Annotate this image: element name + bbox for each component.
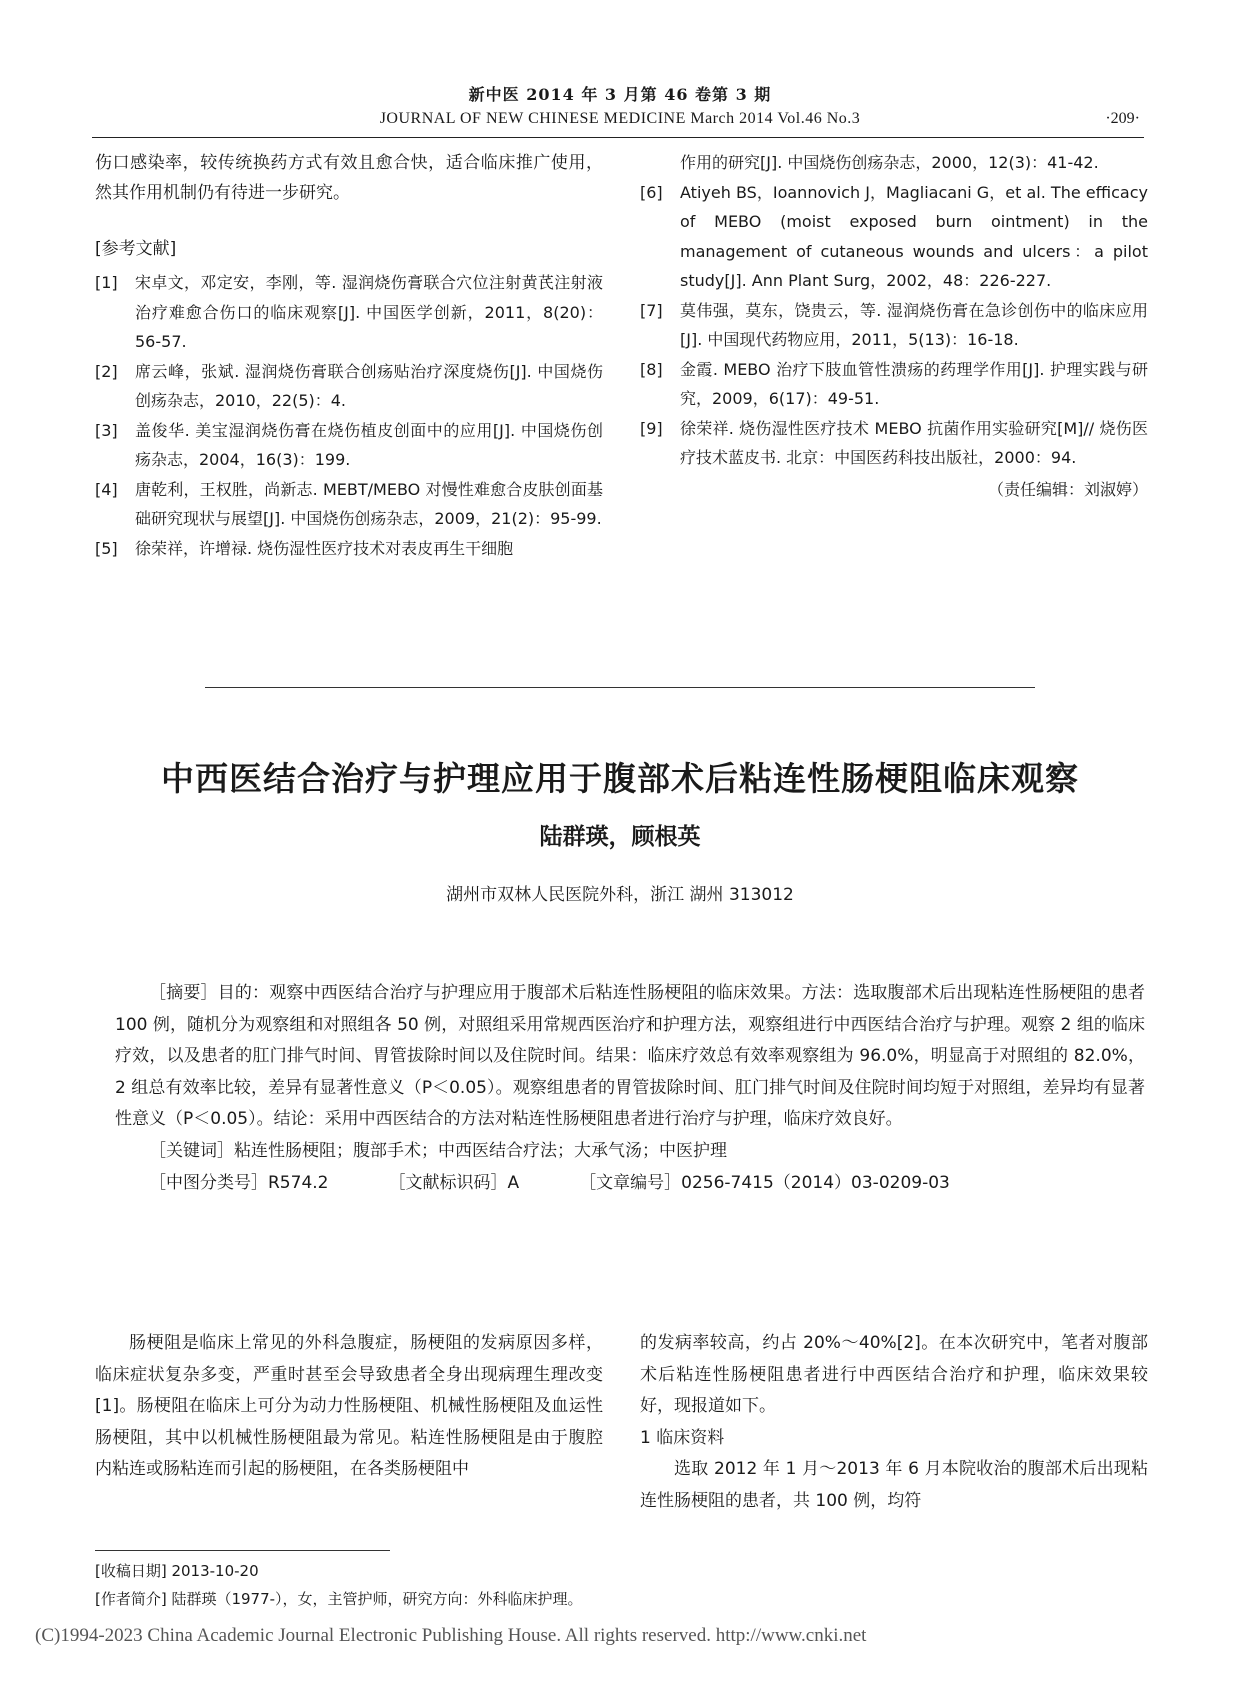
- reference-item: [640, 414, 1148, 473]
- reference-text: 席云峰，张斌. 湿润烧伤膏联合创疡贴治疗深度烧伤[J]. 中国烧伤创疡杂志，2010，22(5)：4.: [135, 361, 603, 410]
- reference-item: [95, 357, 603, 416]
- footnote-rule: [95, 1550, 390, 1551]
- author-bio: [作者简介] 陆群瑛（1977-），女，主管护师，研究方向：外科临床护理。: [95, 1590, 583, 1608]
- article-affiliation: 湖州市双林人民医院外科，浙江 湖州 313012: [446, 885, 794, 905]
- reference-item: [95, 268, 603, 357]
- reference-item: [640, 296, 1148, 355]
- copyright-footer: (C)1994-2023 China Academic Journal Electronic Publishing House. All rights reserved. http://www.cnki.net: [35, 1625, 867, 1646]
- page-number: ·209·: [1105, 110, 1140, 127]
- body-paragraph: 肠梗阻是临床上常见的外科急腹症，肠梗阻的发病原因多样，临床症状复杂多变，严重时甚至会导致患者全身出现病理生理改变[1]。肠梗阻在临床上可分为动力性肠梗阻、机械性肠梗阻及血运性肠梗阻，其中以机械性肠梗阻最为常见。粘连性肠梗阻是由于腹腔内粘连或肠粘连而引起的肠梗阻，在各类肠梗阻中: [95, 1333, 603, 1479]
- clc-number: ［中图分类号］R574.2: [149, 1173, 329, 1193]
- body-paragraph: 的发病率较高，约占 20%～40%[2]。在本次研究中，笔者对腹部术后粘连性肠梗阻患者进行中西医结合治疗和护理，临床效果较好，现报道如下。: [640, 1333, 1148, 1416]
- keywords: ［关键词］粘连性肠梗阻；腹部手术；中西医结合疗法；大承气汤；中医护理: [149, 1140, 727, 1161]
- reference-text: 徐荣祥. 烧伤湿性医疗技术 MEBO 抗菌作用实验研究[M]// 烧伤医疗技术蓝皮书. 北京：中国医药科技出版社，2000：94.: [680, 418, 1148, 467]
- received-date: [收稿日期] 2013-10-20: [95, 1562, 259, 1580]
- reference-number: [9]: [640, 418, 663, 438]
- article-authors: 陆群瑛，顾根英: [539, 824, 701, 850]
- reference-text: 唐乾利，王权胜，尚新志. MEBT/MEBO 对慢性难愈合皮肤创面基础研究现状与展望[J]. 中国烧伤创疡杂志，2009，21(2)：95-99.: [135, 479, 603, 528]
- reference-item: [95, 534, 603, 564]
- article-separator-rule: [205, 687, 1035, 688]
- reference-number: [1]: [95, 273, 118, 292]
- responsible-editor: （责任编辑：刘淑婷）: [987, 479, 1148, 499]
- document-code: ［文献标识码］A: [388, 1173, 520, 1193]
- reference-number: [3]: [95, 420, 118, 440]
- references-list-right: [640, 178, 1148, 473]
- header-rule: [92, 137, 1144, 138]
- reference-item: [95, 475, 603, 534]
- reference-number: [5]: [95, 538, 118, 558]
- prev-article-text: 伤口感染率，较传统换药方式有效且愈合快，适合临床推广使用，然其作用机制仍有待进一步研究。: [95, 153, 603, 203]
- journal-header-en: JOURNAL OF NEW CHINESE MEDICINE March 2014 Vol.46 No.3: [379, 110, 861, 127]
- section-heading: 1 临床资料: [640, 1427, 725, 1448]
- article-number: ［文章编号］0256-7415（2014）03-0209-03: [579, 1173, 950, 1193]
- body-paragraph: 选取 2012 年 1 月～2013 年 6 月本院收治的腹部术后出现粘连性肠梗阻的患者，共 100 例，均符: [640, 1459, 1148, 1511]
- prev-article-left-column: [95, 148, 603, 563]
- reference-text: 莫伟强，莫东，饶贵云，等. 湿润烧伤膏在急诊创伤中的临床应用[J]. 中国现代药物应用，2011，5(13)：16-18.: [680, 300, 1148, 349]
- abstract-text: ［摘要］目的：观察中西医结合治疗与护理应用于腹部术后粘连性肠梗阻的临床效果。方法：选取腹部术后出现粘连性肠梗阻的患者 100 例，随机分为观察组和对照组各 50 例，对照组采用常规西医治疗和护理方法，观察组进行中西医结合治疗与护理。观察 2 组的临床疗效，以及患者的肛门排气时间、胃管拔除时间以及住院时间。结果：临床疗效总有效率观察组为 96.0%，明显高于对照组的 82.0%，2 组总有效率比较，差异有显著性意义（P＜0.05）。观察组患者的胃管拔除时间、肛门排气时间及住院时间均短于对照组，差异均有显著性意义（P＜0.05）。结论：采用中西医结合的方法对粘连性肠梗阻患者进行治疗与护理，临床疗效良好。: [115, 983, 1145, 1129]
- reference-number: [8]: [640, 359, 663, 379]
- reference-number: [7]: [640, 300, 663, 320]
- reference-number: [2]: [95, 361, 118, 381]
- reference-text: Atiyeh BS，Ioannovich J，Magliacani G，et al. The efficacy of MEBO (moist exposed burn ointment) in the management of cutaneous wounds and ulcers：a pilot study[J]. Ann Plant Surg，2002，48：226-227.: [680, 182, 1148, 290]
- reference-text: 盖俊华. 美宝湿润烧伤膏在烧伤植皮创面中的应用[J]. 中国烧伤创疡杂志，2004，16(3)：199.: [135, 420, 603, 469]
- reference-item: [640, 355, 1148, 414]
- references-list-left: [95, 268, 603, 563]
- reference-text: 宋卓文，邓定安，李刚，等. 湿润烧伤膏联合穴位注射黄芪注射液治疗难愈合伤口的临床观察[J]. 中国医学创新，2011，8(20)：56-57.: [135, 273, 603, 351]
- reference-number: [6]: [640, 182, 663, 202]
- reference-text: 金霞. MEBO 治疗下肢血管性溃疡的药理学作用[J]. 护理实践与研究，2009，6(17)：49-51.: [680, 359, 1148, 408]
- article-title: 中西医结合治疗与护理应用于腹部术后粘连性肠梗阻临床观察: [161, 759, 1079, 798]
- body-left-column: [95, 1328, 603, 1486]
- journal-header-cn: 新中医 2014 年 3 月第 46 卷第 3 期: [468, 85, 772, 104]
- reference-number: [4]: [95, 479, 118, 499]
- reference-item: [640, 178, 1148, 296]
- classification-row: [115, 1167, 1145, 1199]
- body-right-column: [640, 1328, 1148, 1517]
- reference-text: 徐荣祥，许增禄. 烧伤湿性医疗技术对表皮再生干细胞: [135, 538, 514, 558]
- reference-continued: 作用的研究[J]. 中国烧伤创疡杂志，2000，12(3)：41-42.: [680, 153, 1099, 172]
- references-heading: [参考文献]: [95, 239, 177, 259]
- reference-item: [95, 416, 603, 475]
- prev-article-right-column: [640, 148, 1148, 505]
- abstract-block: [115, 978, 1145, 1199]
